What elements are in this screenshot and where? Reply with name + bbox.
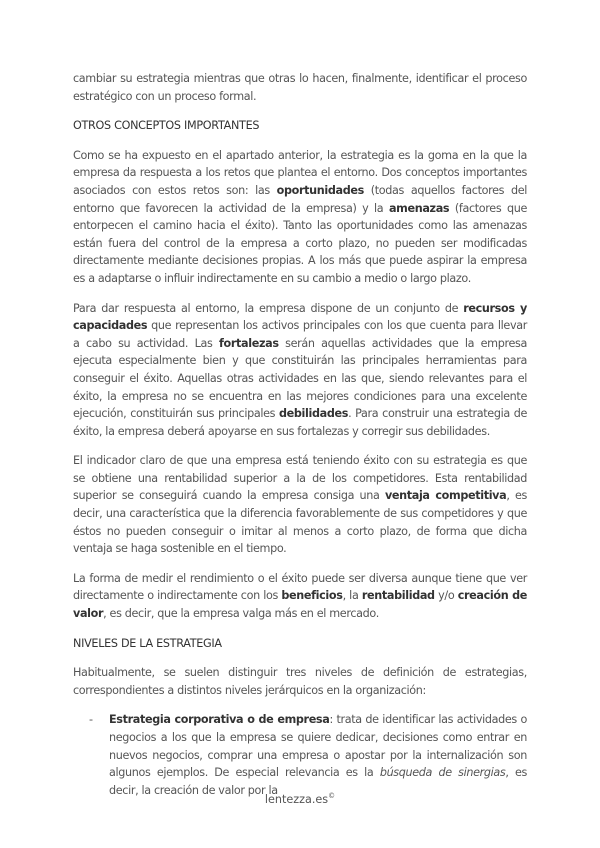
term-recursos-capacidades: recursos y capacidades <box>73 301 527 333</box>
copyright-mark: © <box>328 792 336 800</box>
paragraph-recursos: Para dar respuesta al entorno, la empresa dispone de un conjunto de recursos y capacidades que representan los activos principales con los que cuenta para llevar a cabo su actividad. Las fortalezas serán aquellas actividades que la empresa ejecuta especialmente bien y que constituirán las principales herramientas para conseguir el éxito. Aquellas otras actividades en las que, siendo relevantes para el éxito, la empresa no se encuentra en las mejores condiciones para una excelente ejecución, constituirán sus principales debilidades. Para construir una estrategia de éxito, la empresa deberá apoyarse en sus fortalezas y corregir sus debilidades. <box>73 301 527 438</box>
heading-niveles-estrategia: NIVELES DE LA ESTRATEGIA <box>73 636 222 650</box>
list-item: - Estrategia corporativa o de empresa: trata de identificar las actividades o negocios a los que la empresa se quiere dedicar, decisiones como entrar en nuevos negocios, comprar una empresa o apostar por la internalización son algunos ejemplos. De especial relevancia es la búsqueda de sinergias, es decir, la creación de valor por la <box>89 713 527 797</box>
term-amenazas: amenazas <box>388 201 450 215</box>
term-rentabilidad: rentabilidad <box>361 589 435 603</box>
term-creacion-valor: creación de valor <box>73 589 527 621</box>
term-debilidades: debilidades <box>278 407 349 421</box>
term-ventaja-competitiva: ventaja competitiva <box>384 489 507 503</box>
page-content <box>73 70 527 799</box>
term-beneficios: beneficios <box>281 589 343 603</box>
term-estrategia-corporativa: Estrategia corporativa o de empresa <box>109 713 330 727</box>
term-busqueda-sinergias: búsqueda de sinergias <box>379 766 506 780</box>
paragraph-rendimiento: La forma de medir el rendimiento o el éxito puede ser diversa aunque tiene que ver directamente o indirectamente con los beneficios, la rentabilidad y/o creación de valor, es decir, que la empresa valga más en el mercado. <box>73 571 527 621</box>
bullet-marker: - <box>89 713 93 727</box>
heading-otros-conceptos: OTROS CONCEPTOS IMPORTANTES <box>73 119 260 133</box>
page-footer <box>0 792 600 806</box>
paragraph-ventaja: El indicador claro de que una empresa está teniendo éxito con su estrategia es que se obtiene una rentabilidad superior a la de los competidores. Esta rentabilidad superior se conseguirá cuando la empresa consiga una ventaja competitiva, es decir, una característica que la diferencia favorablemente de sus competidores y que éstos no pueden conseguir o imitar al menos a corto plazo, de forma que dicha ventaja se haga sostenible en el tiempo. <box>73 454 527 556</box>
paragraph-niveles: Habitualmente, se suelen distinguir tres niveles de definición de estrategias, correspondientes a distintos niveles jerárquicos en la organización: <box>73 666 527 697</box>
paragraph-oportunidades: Como se ha expuesto en el apartado anterior, la estrategia es la goma en la que la empresa da respuesta a los retos que plantea el entorno. Dos conceptos importantes asociados con estos retos son: las oportunidades (todas aquellos factores del entorno que favorecen la actividad de la empresa) y la amenazas (factores que entorpecen el camino hacia el éxito). Tanto las oportunidades como las amenazas están fuera del control de la empresa a corto plazo, no pueden ser modificadas directamente mediante decisiones propias. A los más que puede aspirar la empresa es a adaptarse o influir indirectamente en su cambio a medio o largo plazo. <box>73 148 527 285</box>
footer-site: lentezza.es <box>264 793 329 806</box>
term-fortalezas: fortalezas <box>219 336 279 350</box>
term-oportunidades: oportunidades <box>276 183 364 197</box>
continuation-paragraph: cambiar su estrategia mientras que otras lo hacen, finalmente, identificar el proceso estratégico con un proceso formal. <box>73 72 527 103</box>
